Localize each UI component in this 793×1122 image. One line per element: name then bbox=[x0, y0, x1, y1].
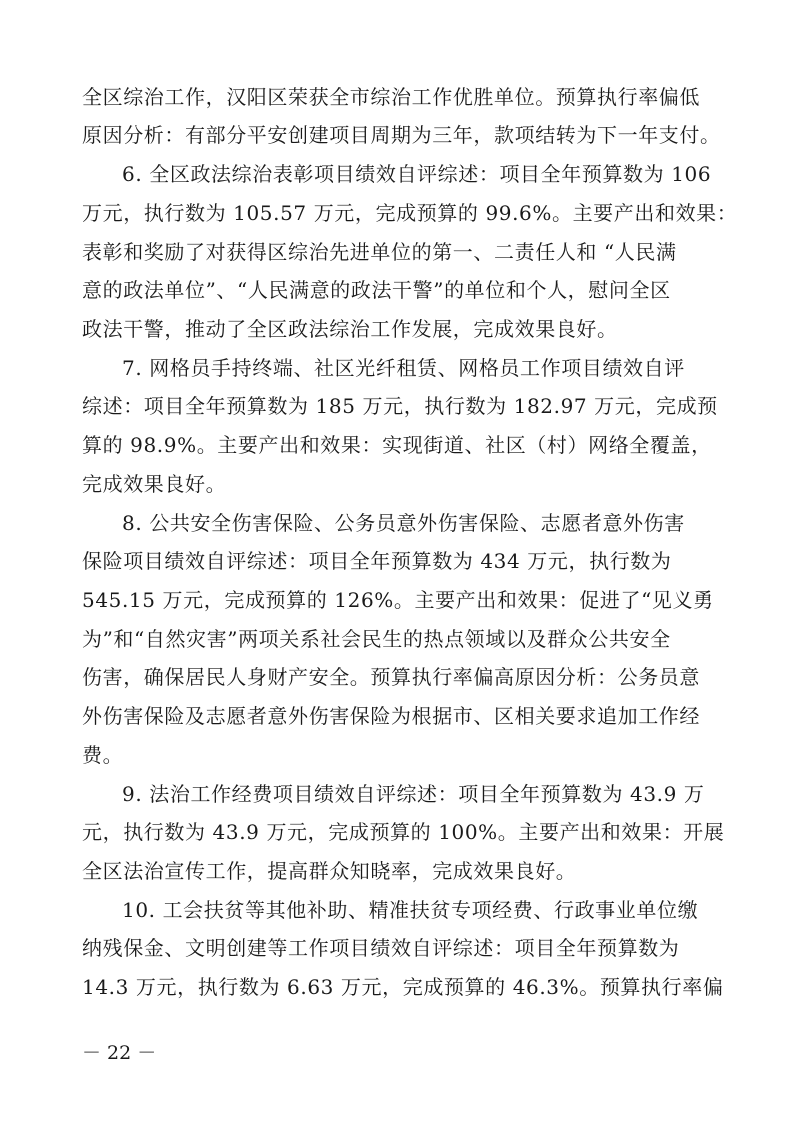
text-line: 完成效果良好。 bbox=[82, 472, 227, 496]
text-line: 元，执行数为 43.9 万元，完成预算的 100%。主要产出和效果：开展 bbox=[82, 820, 725, 844]
text-line: 算的 98.9%。主要产出和效果：实现街道、社区（村）网络全覆盖， bbox=[82, 433, 712, 457]
text-line: 为”和“自然灾害”两项关系社会民生的热点领域以及群众公共安全 bbox=[82, 627, 671, 651]
text-line: 政法干警，推动了全区政法综治工作发展，完成效果良好。 bbox=[82, 317, 618, 341]
text-line: 8. 公共安全伤害保险、公务员意外伤害保险、志愿者意外伤害 bbox=[122, 511, 685, 535]
text-line: 综述：项目全年预算数为 185 万元，执行数为 182.97 万元，完成预 bbox=[82, 394, 718, 418]
text-line: 14.3 万元，执行数为 6.63 万元，完成预算的 46.3%。预算执行率偏 bbox=[82, 975, 724, 999]
text-line: 万元，执行数为 105.57 万元，完成预算的 99.6%。主要产出和效果： bbox=[82, 201, 738, 225]
text-line: 费。 bbox=[82, 743, 124, 767]
text-line: 545.15 万元，完成预算的 126%。主要产出和效果：促进了“见义勇 bbox=[82, 588, 714, 612]
text-line: 全区法治宣传工作，提高群众知晓率，完成效果良好。 bbox=[82, 859, 577, 883]
text-line: 意的政法单位”、“人民满意的政法干警”的单位和个人，慰问全区 bbox=[82, 278, 671, 302]
text-line: 全区综治工作，汉阳区荣获全市综治工作优胜单位。预算执行率偏低 bbox=[82, 85, 700, 109]
text-line: 外伤害保险及志愿者意外伤害保险为根据市、区相关要求追加工作经 bbox=[82, 704, 700, 728]
text-line: 7. 网格员手持终端、社区光纤租赁、网格员工作项目绩效自评 bbox=[122, 356, 685, 380]
text-line: 保险项目绩效自评综述：项目全年预算数为 434 万元，执行数为 bbox=[82, 549, 672, 573]
page-number: － 22 － bbox=[82, 1042, 157, 1064]
text-line: 10. 工会扶贫等其他补助、精准扶贫专项经费、行政事业单位缴 bbox=[122, 898, 699, 922]
text-line: 原因分析：有部分平安创建项目周期为三年，款项结转为下一年支付。 bbox=[82, 123, 721, 147]
text-line: 9. 法治工作经费项目绩效自评综述：项目全年预算数为 43.9 万 bbox=[122, 782, 705, 806]
text-line: 6. 全区政法综治表彰项目绩效自评综述：项目全年预算数为 106 bbox=[122, 162, 712, 186]
text-line: 表彰和奖励了对获得区综治先进单位的第一、二责任人和 “人民满 bbox=[82, 240, 677, 264]
text-line: 伤害，确保居民人身财产安全。预算执行率偏高原因分析：公务员意 bbox=[82, 665, 700, 689]
text-line: 纳残保金、文明创建等工作项目绩效自评综述：项目全年预算数为 bbox=[82, 936, 680, 960]
